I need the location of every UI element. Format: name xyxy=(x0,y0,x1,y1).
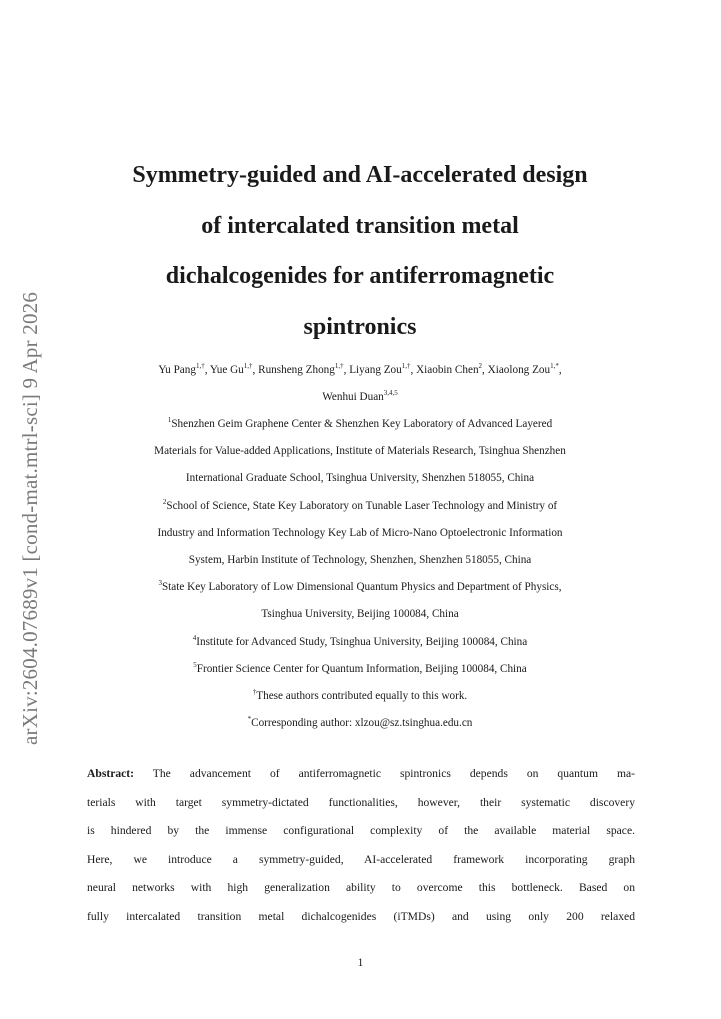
author-name: Liyang Zou xyxy=(349,364,402,376)
title-line: spintronics xyxy=(303,313,417,340)
author-name: Xiaobin Chen xyxy=(416,364,479,376)
author-line xyxy=(80,384,640,411)
abstract-text: The advancement of antiferromagnetic spintronics depends on quantum ma- xyxy=(152,767,635,780)
abstract-line xyxy=(87,760,635,789)
affiliation-text: Institute for Advanced Study, Tsinghua University, Beijing 100084, China xyxy=(196,635,528,648)
corresponding-author-note xyxy=(80,710,640,737)
affiliation-mark: 1 xyxy=(167,416,172,424)
note-mark: † xyxy=(252,688,257,697)
affiliation-line: Tsinghua University, Beijing 100084, China xyxy=(261,608,459,621)
author-name: Yue Gu xyxy=(209,364,244,376)
author-separator: , xyxy=(482,364,488,376)
title-line: Symmetry-guided and AI-accelerated design xyxy=(132,162,588,188)
affiliation-mark: 4 xyxy=(192,633,197,642)
author-name: Wenhui Duan xyxy=(322,391,384,403)
affiliation-text: School of Science, State Key Laboratory on Tunable Laser Technology and Ministry of xyxy=(166,499,558,512)
affiliation-line xyxy=(80,574,640,601)
author-separator: , xyxy=(343,364,350,376)
affiliation-line: Materials for Value-added Applications, Institute of Materials Research, Tsinghua Shenzhen xyxy=(154,445,566,458)
arxiv-side-stamp: arXiv:2604.07689v1 [cond-mat.mtrl-sci] 9 Apr 2026 xyxy=(18,291,42,745)
author-separator: , xyxy=(252,364,259,376)
affiliation-mark: 2 xyxy=(162,497,167,506)
affiliation-mark: 5 xyxy=(193,660,197,669)
affiliation-line xyxy=(80,629,640,656)
affiliation-line: International Graduate School, Tsinghua University, Shenzhen 518055, China xyxy=(185,472,535,485)
author-name: Runsheng Zhong xyxy=(258,364,335,376)
author-superscript: 1,† xyxy=(334,362,344,370)
author-separator: , xyxy=(558,364,562,376)
author-list xyxy=(80,357,640,411)
author-name: Xiaolong Zou xyxy=(487,364,551,376)
affiliation-mark: 3 xyxy=(158,579,162,588)
author-superscript: 3,4,5 xyxy=(383,389,398,397)
affiliation-text: Shenzhen Geim Graphene Center & Shenzhen Key Laboratory of Advanced Layered xyxy=(171,418,553,430)
abstract-line: Here, we introduce a symmetry-guided, AI-accelerated framework incorporating graph xyxy=(87,852,635,866)
equal-contribution-note xyxy=(80,683,640,710)
abstract-line: terials with target symmetry-dictated functionalities, however, their systematic discovery xyxy=(87,795,635,809)
abstract-line: fully intercalated transition metal dichalcogenides (iTMDs) and using only 200 relaxed xyxy=(87,909,635,923)
affiliation-line: Industry and Information Technology Key Lab of Micro-Nano Optoelectronic Information xyxy=(157,526,563,539)
abstract xyxy=(87,760,635,932)
author-name: Yu Pang xyxy=(158,364,196,376)
author-superscript: 1,† xyxy=(195,362,205,370)
abstract-line: neural networks with high generalization ability to overcome this bottleneck. Based on xyxy=(87,881,635,895)
author-superscript: 1,† xyxy=(401,362,411,370)
abstract-line: is hindered by the immense configurational complexity of the available material space. xyxy=(87,824,635,838)
note-mark: * xyxy=(247,715,252,724)
page-number: 1 xyxy=(357,957,364,969)
affiliation-text: Frontier Science Center for Quantum Information, Beijing 100084, China xyxy=(196,662,527,675)
affiliations xyxy=(80,411,640,737)
author-superscript: 1,† xyxy=(243,362,253,370)
affiliation-line xyxy=(80,411,640,438)
abstract-label: Abstract: xyxy=(87,767,135,780)
author-superscript: 2 xyxy=(478,362,483,370)
title-line: of intercalated transition metal xyxy=(201,212,519,239)
note-text: Corresponding author: xlzou@sz.tsinghua.edu.cn xyxy=(251,717,473,730)
title-line: dichalcogenides for antiferromagnetic xyxy=(165,263,555,289)
author-separator: , xyxy=(410,364,417,376)
author-separator: , xyxy=(204,364,210,376)
author-superscript: 1,* xyxy=(550,362,559,370)
note-text: These authors contributed equally to this work. xyxy=(256,690,468,703)
author-line xyxy=(80,357,640,384)
affiliation-line xyxy=(80,656,640,683)
affiliation-text: State Key Laboratory of Low Dimensional Quantum Physics and Department of Physics, xyxy=(161,581,562,594)
affiliation-line: System, Harbin Institute of Technology, Shenzhen, Shenzhen 518055, China xyxy=(188,554,532,567)
affiliation-line xyxy=(80,493,640,520)
paper-title xyxy=(80,150,640,352)
